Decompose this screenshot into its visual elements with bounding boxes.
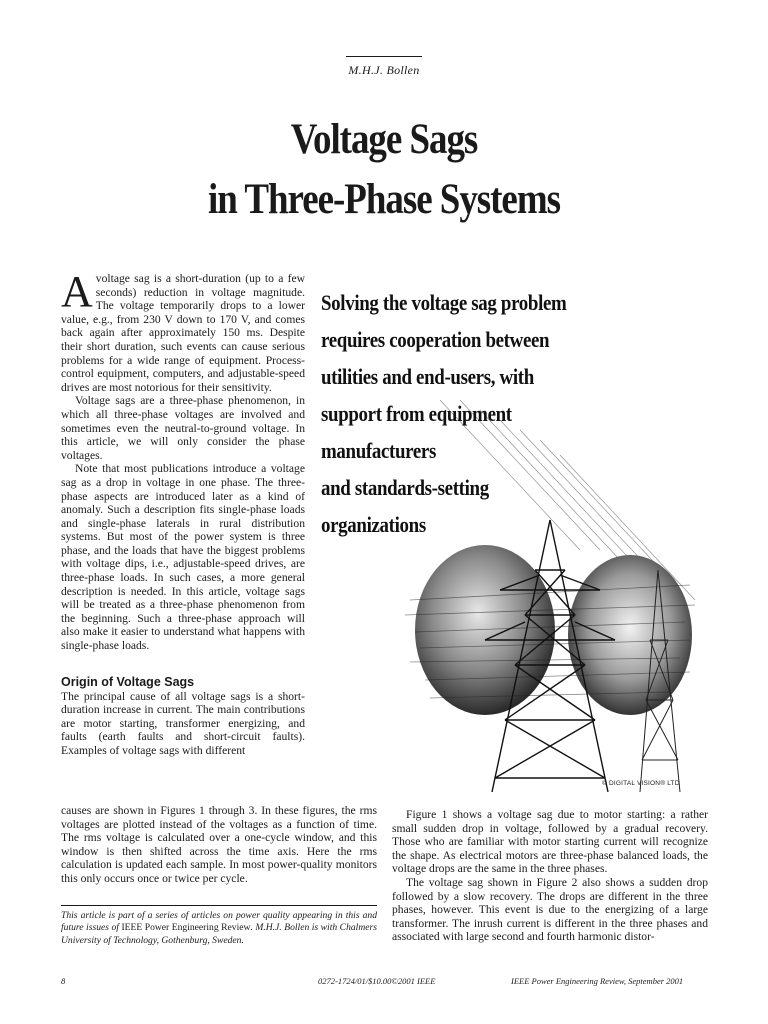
pull-quote-line-1: Solving the voltage sag problem bbox=[321, 290, 567, 315]
paragraph-2: Voltage sags are a three-phase phenomenon, in which all three-phase voltages are involved and sometimes even the neutral-to-ground voltage. In this article, we will only consider the phase voltages. bbox=[61, 394, 305, 462]
article-title bbox=[54, 110, 714, 230]
footnote-rule bbox=[61, 905, 377, 906]
pull-quote-line-5: manufacturers bbox=[321, 438, 436, 463]
footnote-part-1: This article is part of a series of articles on power quality appearing in this and future issues of bbox=[61, 910, 377, 934]
right-column bbox=[392, 808, 708, 944]
author-block bbox=[346, 56, 422, 78]
footnote-journal: IEEE Power Engineering Review bbox=[121, 922, 251, 934]
title-line-2: in Three-Phase Systems bbox=[208, 176, 560, 223]
paragraph-5: causes are shown in Figures 1 through 3. In these figures, the rms voltages are plotted instead of the voltages as a function of time. The rms voltage is calculated over a one-cycle window, and this window is then shifted across the time axis. Here the rms calculation is updated each sample. In most power-quality monitors this only occurs once or twice per cycle. bbox=[61, 804, 377, 885]
copyright-code: 0272-1724/01/$10.00©2001 IEEE bbox=[318, 976, 436, 986]
right-paragraph-1: Figure 1 shows a voltage sag due to motor starting: a rather small sudden drop in voltage, followed by a gradual recovery. Those who are familiar with motor starting current will recognize the shape. As electrical motors are three-phase balanced loads, the voltage drops are the same in the three phases. bbox=[392, 808, 708, 876]
title-line-1: Voltage Sags bbox=[290, 116, 478, 163]
left-column bbox=[61, 267, 305, 758]
page-number: 8 bbox=[61, 976, 66, 986]
paragraph-4: The principal cause of all voltage sags is a short-duration increase in current. The main contributions are motor starting, transformer energizing, and faults (earth faults and short-circuit faults). Examples of voltage sags with different bbox=[61, 689, 305, 757]
pull-quote-line-4: support from equipment bbox=[321, 401, 512, 426]
wide-left-text bbox=[61, 804, 377, 886]
author-rule bbox=[346, 56, 422, 57]
footnote bbox=[61, 910, 377, 947]
pull-quote-line-2: requires cooperation between bbox=[321, 327, 550, 352]
journal-info: IEEE Power Engineering Review, September 2001 bbox=[511, 976, 684, 986]
image-credit: © DIGITAL VISION® LTD bbox=[602, 780, 680, 787]
intro-paragraph bbox=[61, 267, 305, 394]
intro-text: voltage sag is a short-duration (up to a few seconds) reduction in voltage magnitude. The voltage temporarily drops to a lower value, e.g., from 230 V down to 170 V, and comes back again after approximately 150 ms. Despite their short duration, such events can cause serious problems for a wide range of equipment. Process-control equipment, computers, and adjustable-speed drives are most notorious for their sensitivity. bbox=[61, 272, 305, 394]
pull-quote-line-6: and standards-setting bbox=[321, 475, 489, 500]
author-name: M.H.J. Bollen bbox=[348, 63, 420, 77]
section-heading: Origin of Voltage Sags bbox=[61, 674, 195, 689]
pull-quote-line-7: organizations bbox=[321, 512, 426, 537]
right-paragraph-2: The voltage sag shown in Figure 2 also shows a sudden drop followed by a slow recovery. The drops are different in the three phases, however. This event is due to the energizing of a large transformer. The inrush current is different in the three phases and associated with large second and fourth harmonic distor- bbox=[392, 875, 708, 944]
drop-cap: A bbox=[61, 267, 93, 316]
pull-quote-line-3: utilities and end-users, with bbox=[321, 364, 534, 389]
footnote-part-3: . M.H.J. Bollen is with Chalmers University of Technology, Gothenburg, Sweden. bbox=[61, 922, 377, 946]
pull-quote bbox=[321, 284, 605, 543]
paragraph-3: Note that most publications introduce a voltage sag as a drop in voltage in one phase. The three-phase aspects are introduced later as a kind of anomaly. Such a description fits single-phase loads and single-phase laterals in rural distribution systems. But most of the power system is three phase, and the loads that have the biggest problems with voltage dips, i.e., adjustable-speed drives, are three-phase loads. In such cases, a more general description is needed. In this article, voltage sags will be treated as a three-phase phenomenon from the beginning. Such a three-phase approach will also make it easier to understand what happens with single-phase loads. bbox=[61, 462, 305, 653]
